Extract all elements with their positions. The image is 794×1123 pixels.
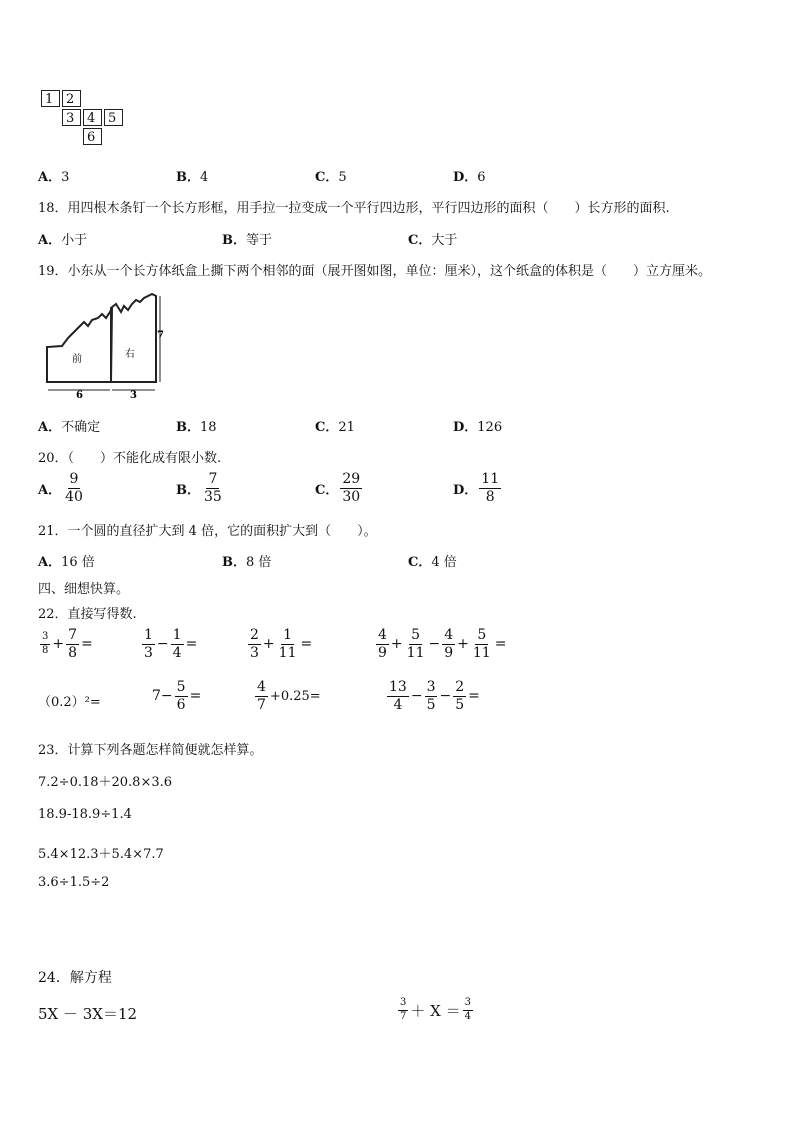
fraction [425,680,438,712]
numerator: 1 [283,627,293,643]
q17-option-a[interactable] [38,166,69,185]
option-label: C． [315,170,339,185]
q20-stem: 20．（ ）不能化成有限小数. [38,451,222,466]
option-text: 16 倍 [61,555,95,570]
q19-option-c[interactable] [315,416,355,435]
fraction [453,680,466,712]
denominator: 40 [65,488,83,505]
q22-expr-4 [374,628,506,660]
option-fraction [340,472,362,504]
fraction [442,628,455,660]
net-cell-6: 6 [83,128,102,145]
operator: + [262,636,275,653]
equals-sign: = [81,636,93,653]
q21-stem: 21．一个圆的直径扩大到 4 倍，它的面积扩大到（ ）。 [38,524,377,539]
fraction [277,628,299,660]
option-label: A． [38,555,62,570]
fraction [387,680,409,712]
option-label: C． [315,420,339,435]
q21-option-b[interactable] [222,551,271,570]
option-label: C． [408,233,432,248]
denominator: 4 [172,644,182,661]
q24-stem: 24．解方程 [38,970,112,986]
numerator: 4 [257,679,266,695]
option-text: 大于 [431,233,458,248]
q19-option-d[interactable] [453,416,502,435]
numerator: 5 [411,627,421,643]
q22-expr-6 [152,680,201,712]
fraction [175,680,188,712]
fraction [405,628,427,660]
denominator: 8 [42,644,49,656]
denominator: 11 [278,644,297,661]
q23-item-4: 3.6÷1.5÷2 [38,875,110,890]
fraction [248,628,261,660]
denominator: 8 [68,644,78,661]
net-cell-4: 4 [83,109,102,126]
denominator: 9 [378,644,387,661]
option-label: B． [176,420,200,435]
numerator: 3 [398,998,408,1011]
numerator: 4 [378,627,387,643]
option-text: 等于 [246,233,273,248]
option-label: D． [453,482,478,498]
q18-option-a[interactable] [38,229,87,248]
numerator: 3 [40,632,50,645]
q20-option-d[interactable] [453,472,503,504]
q18-option-c[interactable] [408,229,457,248]
operator: + [457,636,469,653]
numerator: 4 [444,627,454,643]
option-text: 8 倍 [246,555,272,570]
q23-item-2: 18.9-18.9÷1.4 [38,807,132,822]
denominator: 6 [176,696,186,713]
numerator: 9 [69,471,79,487]
expression-lead: 7− [152,688,173,705]
option-text: 5 [338,170,347,185]
option-label: A． [38,482,62,498]
q17-option-b[interactable] [176,166,208,185]
operator: − [156,636,169,653]
depth-label: 3 [130,390,137,401]
q23-item-3: 5.4×12.3＋5.4×7.7 [38,847,164,862]
option-fraction [479,472,501,504]
operator: + [52,636,65,653]
q23-item-1: 7.2÷0.18＋20.8×3.6 [38,775,173,790]
option-label: B． [176,482,200,498]
expression-text: （0.2）²= [38,694,101,710]
option-label: D． [453,420,478,435]
option-fraction [202,472,224,504]
denominator: 4 [393,696,403,713]
denominator: 4 [464,1010,471,1022]
numerator: 3 [426,679,436,695]
operator: − [428,636,441,653]
q22-expr-8 [385,680,480,712]
denominator: 5 [426,696,436,713]
fraction [398,998,408,1022]
section-title: 四、细想快算。 [38,582,130,597]
fraction [142,628,155,660]
option-label: A． [38,170,62,185]
option-label: D． [453,170,478,185]
denominator: 8 [485,488,495,505]
expression-tail: +0.25= [269,688,321,704]
q22-expr-1 [38,628,93,660]
option-text: 126 [477,420,503,435]
numerator: 1 [172,627,182,643]
q20-option-c[interactable] [315,472,364,504]
operator: − [439,688,452,705]
q18-option-b[interactable] [222,229,272,248]
q23-stem: 23．计算下列各题怎样简便就怎样算。 [38,743,263,758]
denominator: 9 [444,644,454,661]
q17-option-c[interactable] [315,166,347,185]
front-label: 前 [72,354,82,365]
option-label: B． [176,170,200,185]
fraction [255,680,268,712]
q20-option-b[interactable] [176,472,226,504]
option-label: A． [38,233,62,248]
option-label: B． [222,233,246,248]
numerator: 7 [208,471,218,487]
right-label: 右 [125,349,135,360]
q22-expr-2 [140,628,197,660]
denominator: 7 [400,1010,407,1022]
fraction [471,628,493,660]
denominator: 3 [144,644,153,661]
numerator: 2 [250,627,259,643]
q19-option-b[interactable] [176,416,217,435]
option-label: B． [222,555,246,570]
q21-option-a[interactable] [38,551,95,570]
option-label: A． [38,420,62,435]
operator: + [390,636,403,653]
denominator: 35 [204,488,222,505]
fraction [376,628,389,660]
front-face-outline [47,308,112,382]
q22-expr-7 [253,680,321,712]
option-text: 不确定 [61,420,101,435]
q24-equation-2 [396,998,475,1022]
numerator: 11 [481,471,500,487]
denominator: 7 [257,696,266,713]
numerator: 5 [477,627,487,643]
numerator: 3 [463,998,473,1011]
q21-option-c[interactable] [408,551,457,570]
equals-sign: = [468,688,480,705]
numerator: 29 [342,471,361,487]
denominator: 5 [455,696,465,713]
equals-sign: = [300,636,313,653]
option-fraction [63,472,85,504]
equals-sign: = [494,636,507,653]
height-label: 7 [157,330,164,341]
q18-stem: 18．用四根木条钉一个长方形框，用手拉一拉变成一个平行四边形，平行四边形的面积（ ）长方形的面积. [38,201,670,216]
fraction [40,632,50,656]
denominator: 3 [250,644,259,661]
net-cell-3: 3 [62,109,81,126]
option-text: 18 [200,420,217,435]
q20-option-a[interactable] [38,472,87,504]
box-net-figure [40,290,170,402]
numerator: 2 [455,679,465,695]
option-text: 小于 [61,233,88,248]
width-label: 6 [76,390,83,401]
right-face-outline [111,294,156,382]
denominator: 11 [406,644,425,661]
equals-sign: = [189,688,202,705]
option-text: 4 [200,170,209,185]
q22-expr-5 [38,682,101,718]
q24-equation-1: 5X － 3X＝12 [38,1005,138,1023]
numerator: 5 [176,679,186,695]
q17-option-d[interactable] [453,166,486,185]
fraction [171,628,184,660]
operator: − [410,688,423,705]
numerator: 13 [389,679,407,695]
equals-sign: = [185,636,198,653]
option-label: C． [315,482,339,498]
net-cell-2: 2 [62,90,81,107]
option-text: 4 倍 [431,555,457,570]
numerator: 1 [144,627,153,643]
equation-middle: ＋ X ＝ [410,1001,461,1020]
q19-option-a[interactable] [38,416,100,435]
net-cell-5: 5 [104,109,123,126]
q22-expr-3 [246,628,312,660]
option-label: C． [408,555,432,570]
q22-stem: 22．直接写得数. [38,607,137,622]
fraction [66,628,79,660]
option-text: 3 [61,170,70,185]
option-text: 6 [477,170,486,185]
option-text: 21 [338,420,355,435]
net-cell-1: 1 [41,90,60,107]
numerator: 7 [68,627,78,643]
denominator: 11 [472,644,491,661]
q19-stem: 19．小东从一个长方体纸盒上撕下两个相邻的面（展开图如图，单位：厘米），这个纸盒的体积是（ ）立方厘米。 [38,264,712,279]
fraction [463,998,473,1022]
denominator: 30 [342,488,361,505]
